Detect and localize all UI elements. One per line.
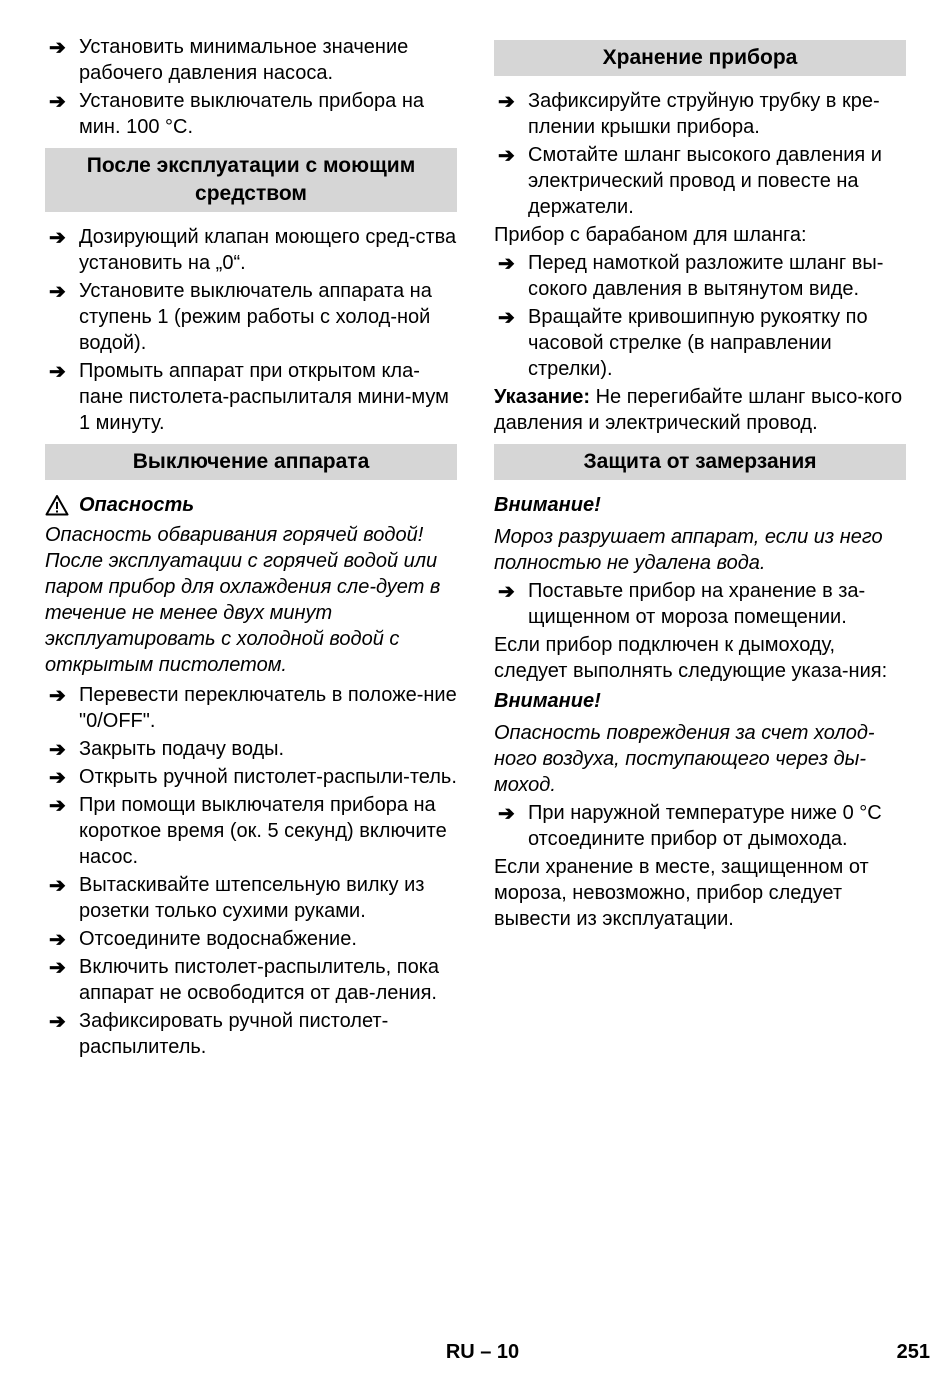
final-paragraph: Если хранение в месте, защищенном от мороза, невозможно, прибор следует вывести из эксплуатации. bbox=[494, 856, 869, 930]
arrow-right-icon bbox=[49, 89, 66, 115]
list-item bbox=[45, 926, 457, 952]
note-paragraph bbox=[494, 384, 906, 436]
drum-intro: Прибор с барабаном для шланга: bbox=[494, 224, 807, 246]
left-column bbox=[45, 34, 457, 1062]
list-item bbox=[45, 792, 457, 870]
list-item bbox=[494, 800, 906, 852]
right-column bbox=[494, 32, 906, 934]
note-text: Не перегибайте шланг высо-кого давления и электрический провод. bbox=[494, 386, 903, 434]
footer-section-label: RU – 10 bbox=[445, 1341, 520, 1363]
attention-label: Внимание! bbox=[494, 690, 601, 712]
step-text: Дозирующий клапан моющего сред-ства установить на „0“. bbox=[79, 226, 457, 274]
list-item bbox=[45, 682, 457, 734]
page-number: 251 bbox=[896, 1341, 930, 1363]
arrow-right-icon bbox=[49, 955, 66, 981]
arrow-right-icon bbox=[49, 683, 66, 709]
danger-heading bbox=[45, 492, 457, 518]
step-text: Закрыть подачу воды. bbox=[79, 738, 285, 760]
section-heading: Защита от замерзания bbox=[494, 444, 906, 480]
section-heading: Хранение прибора bbox=[494, 40, 906, 76]
arrow-right-icon bbox=[49, 793, 66, 819]
list-item bbox=[45, 358, 457, 436]
arrow-right-icon bbox=[498, 143, 515, 169]
step-text: Установите выключатель аппарата на ступень 1 (режим работы с холод-ной водой). bbox=[79, 280, 432, 354]
list-item bbox=[45, 764, 457, 790]
arrow-right-icon bbox=[49, 1009, 66, 1035]
step-text: Вытаскивайте штепсельную вилку из розетки только сухими руками. bbox=[79, 874, 425, 922]
list-item bbox=[45, 1008, 457, 1060]
arrow-right-icon bbox=[498, 801, 515, 827]
step-text: Перед намоткой разложите шланг вы-сокого давления в вытянутом виде. bbox=[528, 252, 884, 300]
list-item bbox=[45, 278, 457, 356]
step-text: Установить минимальное значение рабочего давления насоса. bbox=[79, 36, 409, 84]
list-item bbox=[494, 142, 906, 220]
attention-label: Внимание! bbox=[494, 494, 601, 516]
step-text: Установите выключатель прибора на мин. 100 °C. bbox=[79, 90, 425, 138]
arrow-right-icon bbox=[49, 35, 66, 61]
arrow-right-icon bbox=[49, 765, 66, 791]
section-heading: Выключение аппарата bbox=[45, 444, 457, 480]
arrow-right-icon bbox=[498, 251, 515, 277]
step-text: Вращайте кривошипную рукоятку по часовой стрелке (в направлении стрелки). bbox=[528, 306, 868, 380]
step-text: Поставьте прибор на хранение в за-щищенном от мороза помещении. bbox=[528, 580, 866, 628]
list-item bbox=[494, 578, 906, 630]
step-text: Отсоедините водоснабжение. bbox=[79, 928, 357, 950]
step-text: Зафиксировать ручной пистолет-распылитель. bbox=[79, 1010, 389, 1058]
arrow-right-icon bbox=[49, 927, 66, 953]
arrow-right-icon bbox=[49, 225, 66, 251]
list-item bbox=[494, 304, 906, 382]
danger-label: Опасность bbox=[79, 494, 195, 516]
arrow-right-icon bbox=[49, 873, 66, 899]
arrow-right-icon bbox=[498, 579, 515, 605]
arrow-right-icon bbox=[49, 279, 66, 305]
chimney-paragraph: Если прибор подключен к дымоходу, следует выполнять следующие указа-ния: bbox=[494, 634, 888, 682]
arrow-right-icon bbox=[49, 737, 66, 763]
list-item bbox=[45, 872, 457, 924]
list-item bbox=[494, 88, 906, 140]
attention-text: Мороз разрушает аппарат, если из него полностью не удалена вода. bbox=[494, 526, 883, 574]
step-text: Зафиксируйте струйную трубку в кре-плении крышки прибора. bbox=[528, 90, 880, 138]
arrow-right-icon bbox=[498, 305, 515, 331]
step-text: Смотайте шланг высокого давления и электрический провод и повесте на держатели. bbox=[528, 144, 882, 218]
list-item bbox=[45, 736, 457, 762]
step-text: Перевести переключатель в положе-ние "0/OFF". bbox=[79, 684, 457, 732]
step-text: Промыть аппарат при открытом кла-пане пистолета-распылиталя мини-мум 1 минуту. bbox=[79, 360, 449, 434]
list-item bbox=[45, 954, 457, 1006]
section-heading: После эксплуатации с моющим средством bbox=[45, 148, 457, 212]
danger-text: Опасность обваривания горячей водой! После эксплуатации с горячей водой или паром прибор для охлаждения сле-дует в течение не менее двух минут эксплуатировать с холодной водой с открытым пистолетом. bbox=[45, 524, 441, 676]
step-text: При помощи выключателя прибора на короткое время (ок. 5 секунд) включите насос. bbox=[79, 794, 447, 868]
list-item bbox=[45, 224, 457, 276]
list-item bbox=[494, 250, 906, 302]
step-text: При наружной температуре ниже 0 °C отсоедините прибор от дымохода. bbox=[528, 802, 882, 850]
note-label: Указание: bbox=[494, 386, 591, 408]
arrow-right-icon bbox=[498, 89, 515, 115]
list-item bbox=[45, 88, 457, 140]
attention-text: Опасность повреждения за счет холод-ного воздуха, поступающего через ды-моход. bbox=[494, 722, 875, 796]
step-text: Включить пистолет-распылитель, пока аппарат не освободится от дав-ления. bbox=[79, 956, 439, 1004]
step-text: Открыть ручной пистолет-распыли-тель. bbox=[79, 766, 457, 788]
arrow-right-icon bbox=[49, 359, 66, 385]
warning-triangle-icon bbox=[45, 494, 69, 516]
list-item bbox=[45, 34, 457, 86]
